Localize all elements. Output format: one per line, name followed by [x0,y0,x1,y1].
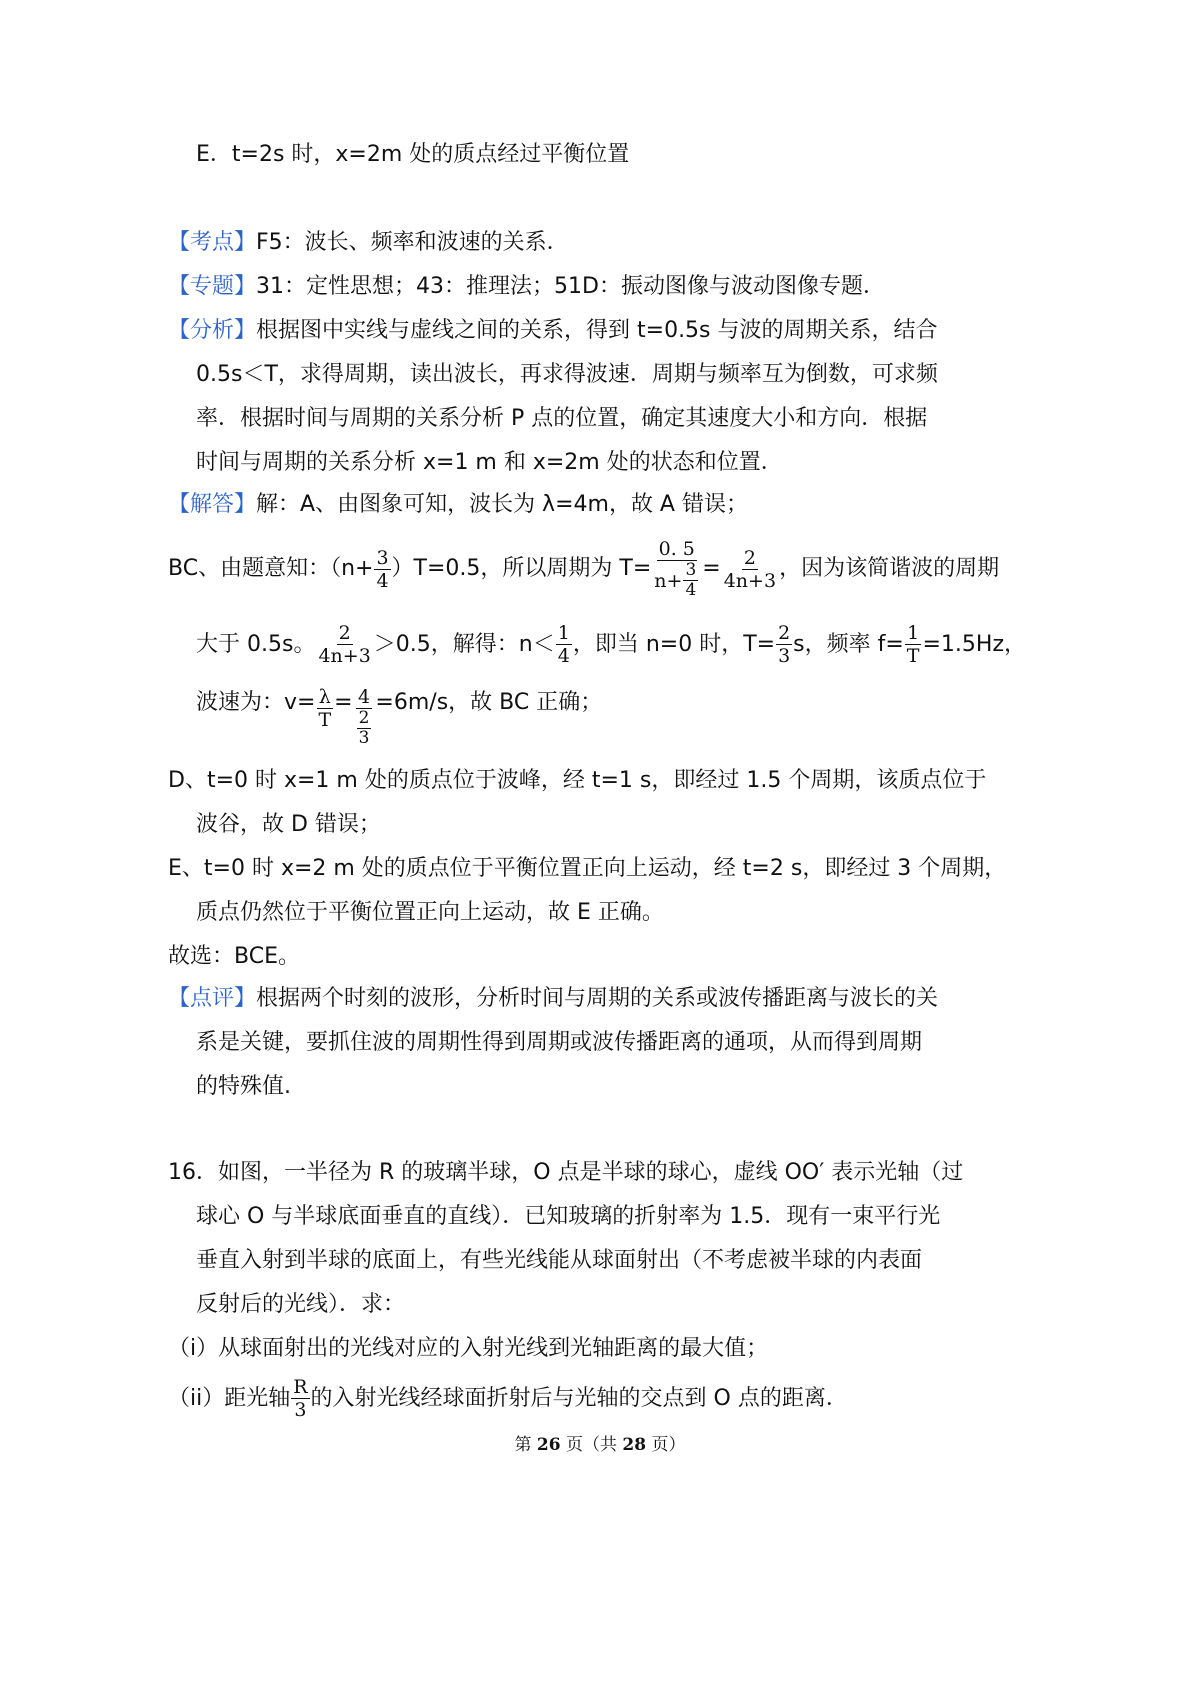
frac-num: 3 [685,560,697,580]
frac-den: 3 [778,645,791,667]
zhuanti-line [168,272,885,302]
zhuanti-tag: 【专题】 [168,274,257,299]
jieda-line [168,490,748,520]
frac-den-prefix: n+ [654,569,683,592]
frac-num: 2 [338,622,351,644]
frac-num: 2 [743,546,756,569]
frac-num: R [293,1376,308,1398]
footer-suffix: 页） [651,1435,686,1455]
frac-den: 3 [294,1399,307,1421]
bc-text-2c: ，即当 n=0 时，T= [572,631,776,657]
frac-den: 4 [557,645,570,667]
jieda-tag: 【解答】 [168,492,257,517]
fraction-three-quarters [374,547,390,592]
q16-ii-text-b: 的入射光线经球面折射后与光轴的交点到 O 点的距离． [310,1385,848,1411]
fenxi-line-3: 率．根据时间与周期的关系分析 P 点的位置，确定其速度大小和方向．根据 [196,406,928,431]
q16-line-3: 垂直入射到半球的底面上，有些光线能从球面射出（不考虑被半球的内表面 [196,1248,923,1273]
bc-text-3c: =6m/s，故 BC 正确； [375,690,603,715]
dianping-line-3: 的特殊值. [196,1074,291,1099]
zhuanti-text: 31：定性思想；43：推理法；51D：振动图像与波动图像专题． [256,274,885,299]
frac-den: 4 [376,569,389,592]
frac-den [354,709,375,748]
frac-num: 0. 5 [658,538,695,560]
fenxi-text-1: 根据图中实线与虚线之间的关系，得到 t=0.5s 与波的周期关系，结合 [256,318,938,343]
frac-num: 4 [357,686,371,708]
bc-text-1d: ，因为该简谐波的周期 [779,556,1000,581]
dianping-text-1: 根据两个时刻的波形，分析时间与周期的关系或波传播距离与波长的关 [256,986,939,1011]
fraction-r-over-3 [291,1376,309,1421]
fraction-two-over [722,547,778,592]
footer-total-pages: 28 [622,1435,647,1455]
frac-num: 2 [358,708,370,728]
footer-page-number: 26 [536,1435,561,1455]
bc-text-1c: = [702,556,721,581]
fraction-one-over-t [905,622,922,667]
q16-line-4: 反射后的光线）．求： [196,1292,406,1317]
frac-den: T [318,709,332,731]
q16-part-ii [168,1376,848,1421]
bc-text-1a: BC、由题意知：（n+ [168,556,374,581]
d-line-2: 波谷，故 D 错误； [196,812,381,837]
page-footer [0,1430,1200,1460]
q16-line-1: 16．如图，一半径为 R 的玻璃半球，O 点是半球的球心，虚线 OO′ 表示光轴（过 [168,1160,964,1185]
bc-line-3 [196,686,602,748]
q16-part-i: （i）从球面射出的光线对应的入射光线到光轴距离的最大值； [168,1336,769,1361]
footer-prefix: 第 [514,1435,532,1455]
bc-text-2b: ＞0.5，解得：n＜ [373,631,555,657]
frac-num: 3 [376,546,389,569]
fraction-one-quarter [556,622,572,667]
frac-den: 4n+3 [723,569,777,592]
fenxi-tag: 【分析】 [168,318,257,343]
fraction-period [652,538,701,600]
frac-den: 3 [358,728,370,748]
frac-den: T [906,645,920,667]
option-e: E．t=2s 时，x=2m 处的质点经过平衡位置 [196,142,630,167]
fraction-two-thirds [776,622,792,667]
dianping-line-1 [168,984,938,1014]
bc-line-1 [168,538,999,600]
bc-text-2a: 大于 0.5s。 [196,631,316,657]
fraction-nested-two-thirds [357,709,372,748]
dianping-tag: 【点评】 [168,986,257,1011]
fenxi-line-1 [168,316,938,346]
frac-den [652,561,701,600]
frac-num: 1 [557,622,570,644]
d-line-1: D、t=0 时 x=1 m 处的质点位于波峰，经 t=1 s，即经过 1.5 个周期，该质点位于 [168,768,987,793]
fenxi-line-4: 时间与周期的关系分析 x=1 m 和 x=2m 处的状态和位置． [196,450,783,475]
kaodian-tag: 【考点】 [168,230,257,255]
frac-den: 4 [685,580,697,600]
frac-num: 1 [907,622,920,644]
q16-ii-text-a: （ii）距光轴 [168,1385,291,1411]
footer-middle: 页（共 [566,1435,617,1455]
bc-text-1b: ）T=0.5，所以周期为 T= [391,556,652,581]
kaodian-text: F5：波长、频率和波速的关系． [256,230,569,255]
fraction-lambda-over-t [316,686,333,731]
bc-text-3b: = [334,690,353,715]
frac-num: λ [318,686,331,708]
bc-line-2 [196,622,1026,667]
fraction-four-over-two-thirds [354,686,375,748]
kaodian-line [168,228,569,258]
fenxi-line-2: 0.5s＜T，求得周期，读出波长，再求得波速．周期与频率互为倒数，可求频 [196,362,938,387]
frac-den: 4n+3 [318,645,371,667]
dianping-line-2: 系是关键，要抓住波的周期性得到周期或波传播距离的通项，从而得到周期 [196,1030,923,1055]
fraction-two-over-2 [316,622,372,667]
q16-line-2: 球心 O 与半球底面垂直的直线）．已知玻璃的折射率为 1.5．现有一束平行光 [196,1204,941,1229]
bc-text-3a: 波速为：v= [196,690,316,715]
fraction-nested-three-quarters [683,561,698,600]
bc-text-2e: =1.5Hz， [922,631,1026,657]
bc-text-2d: s，频率 f= [793,631,904,657]
e-line-2: 质点仍然位于平衡位置正向上运动，故 E 正确。 [196,900,664,925]
jieda-text: 解：A、由图象可知，波长为 λ=4m，故 A 错误； [256,492,748,517]
answer-line: 故选：BCE。 [168,944,300,969]
frac-num: 2 [778,622,791,644]
e-line-1: E、t=0 时 x=2 m 处的质点位于平衡位置正向上运动，经 t=2 s，即经过 3 个周期， [168,856,1007,881]
